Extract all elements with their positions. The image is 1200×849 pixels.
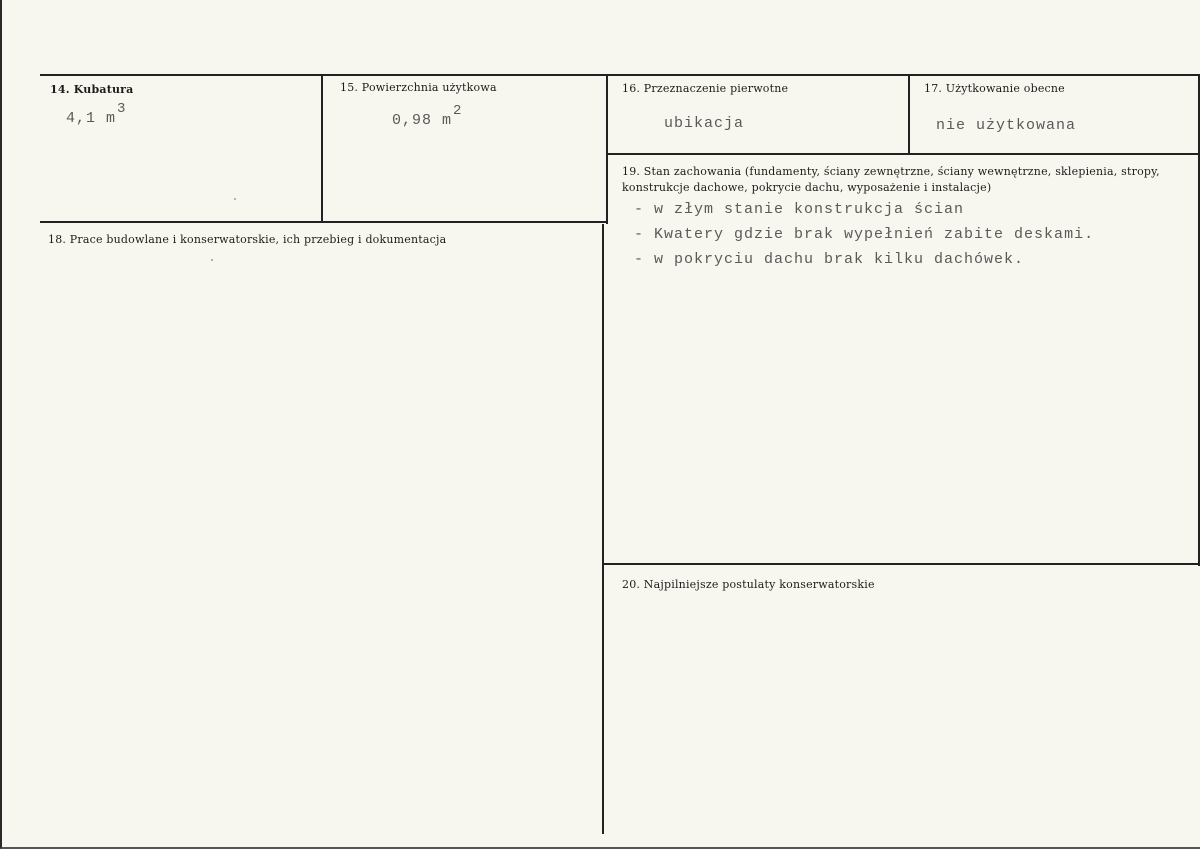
field-19-line-1: - w złym stanie konstrukcja ścian	[634, 201, 965, 218]
rule-under-14-15	[40, 221, 608, 223]
field-15-label: 15. Powierzchnia użytkowa	[340, 81, 497, 94]
field-17-label: 17. Użytkowanie obecne	[924, 82, 1065, 95]
field-15-value	[392, 103, 463, 129]
rule-above-20	[604, 563, 1200, 565]
field-14-label: 14. Kubatura	[50, 83, 134, 96]
center-divider	[602, 224, 604, 834]
divider-14-15	[321, 74, 323, 222]
field-18-label: 18. Prace budowlane i konserwatorskie, ich przebieg i dokumentacja	[48, 233, 447, 246]
field-19-line-2: - Kwatery gdzie brak wypełnień zabite deskami.	[634, 226, 1095, 243]
divider-16-17	[908, 74, 910, 154]
field-14-unit-exponent: 3	[117, 101, 127, 117]
rule-under-16-17	[607, 153, 1200, 155]
field-20-label: 20. Najpilniejsze postulaty konserwatorskie	[622, 578, 875, 591]
field-19-label: 19. Stan zachowania (fundamenty, ściany zewnętrzne, ściany wewnętrzne, sklepienia, stropy, konstrukcje dachowe, pokrycie dachu, wyposażenie i instalacje)	[622, 165, 1160, 194]
field-19-line-3: - w pokryciu dachu brak kilku dachówek.	[634, 251, 1025, 268]
paper-speck	[234, 198, 236, 200]
field-17-value: nie użytkowana	[936, 117, 1077, 134]
field-16-label: 16. Przeznaczenie pierwotne	[622, 82, 789, 95]
field-14-value-text: 4,1 m	[66, 110, 117, 127]
divider-15-16	[606, 74, 608, 224]
paper-speck	[211, 259, 213, 261]
field-15-unit-exponent: 2	[453, 103, 463, 119]
field-15-value-text: 0,98 m	[392, 112, 453, 129]
field-16-value: ubikacja	[664, 115, 745, 132]
top-rule	[40, 74, 1200, 76]
field-14-value	[66, 101, 127, 127]
